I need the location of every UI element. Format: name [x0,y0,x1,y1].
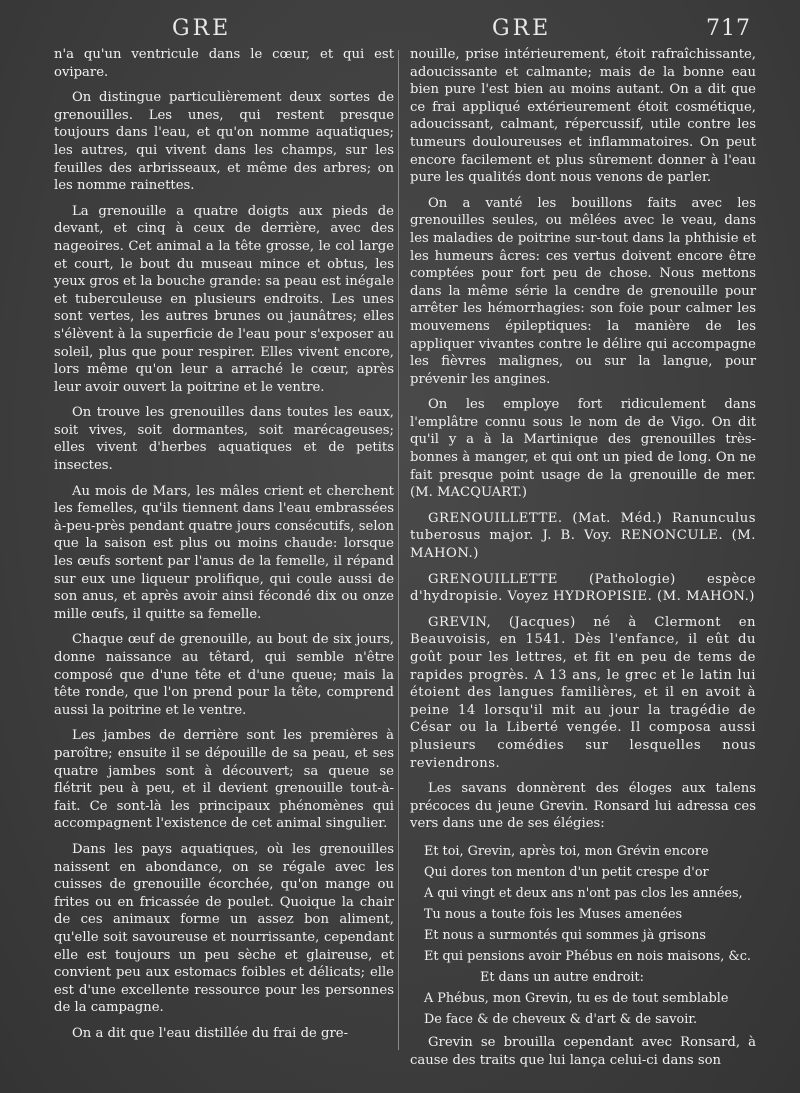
paragraph: La grenouille a quatre doigts aux pieds de devant, et cinq à ceux de derrière, avec des nageoires. Cet animal a la tête grosse, le col large et court, le bout du museau mince et obtus, les yeux gros et la bouche grande: sa peau est inégale et tuberculeuse en plusieurs endroits. Les unes sont vertes, les autres brunes ou jaunâtres; elles s'élèvent à la superficie de l'eau pour s'exposer au soleil, plus que pour respirer. Elles vivent encore, lors même qu'on leur a arraché le cœur, après leur avoir ouvert la poitrine et le ventre. [54,203,394,395]
running-head-left: GRE [172,16,232,41]
verse-block [410,841,756,1030]
entry-grevin: GREVIN, (Jacques) né à Clermont en Beauvoisis, en 1541. Dès l'enfance, il eût du goût pour les lettres, et fit en peu de tems de rapides progrès. A 13 ans, le grec et le latin lui étoient des langues familières, et il en avoit à peine 14 lorsqu'il mit au jour la tragédie de César ou la Liberté vengée. Il composa aussi plusieurs comédies sur lesquelles nous reviendrons. [410,614,756,771]
running-header [0,14,800,46]
column-divider [398,50,399,1050]
verse-line: Tu nous a toute fois les Muses amenées [424,906,683,922]
verse-line: Qui dores ton menton d'un petit crespe d'or [424,864,709,880]
paragraph: Grevin se brouilla cependant avec Ronsard, à cause des traits que lui lança celui-ci dans son [410,1034,756,1068]
paragraph: Dans les pays aquatiques, où les grenouilles naissent en abondance, on se régale avec les cuisses de grenouille écorchée, qu'on mange ou frites ou en fricassée de poulet. Quoique la chair de ces animaux forme un assez bon aliment, qu'elle soit savoureuse et nourrissante, cependant elle est toujours un peu sèche et glaireuse, et convient peu aux estomacs foibles et délicats; elle est d'une excellente ressource pour les personnes de la campagne. [54,841,394,1016]
verse-line: A Phébus, mon Grevin, tu es de tout semblable [424,990,729,1006]
verse-line: A qui vingt et deux ans n'ont pas clos les années, [424,885,743,901]
verse-separator: Et dans un autre endroit: [480,969,644,985]
paragraph: On a dit que l'eau distillée du frai de gre- [72,1025,349,1041]
verse-line: De face & de cheveux & d'art & de savoir. [424,1011,698,1027]
paragraph: Chaque œuf de grenouille, au bout de six jours, donne naissance au têtard, qui semble n'être composé que d'une tête et d'une queue; mais la tête ronde, que l'on prend pour la tête, comprend aussi la poitrine et le ventre. [54,632,394,718]
paragraph: On distingue particulièrement deux sortes de grenouilles. Les unes, qui restent presque toujours dans l'eau, et qu'on nomme aquatiques; les autres, qui vivent dans les champs, sur les feuilles des arbrisseaux, et même des arbres; on les nomme rainettes. [54,90,394,194]
left-column [54,46,394,1050]
paragraph: Les savans donnèrent des éloges aux talens précoces du jeune Grevin. Ronsard lui adressa ces vers dans une de ses élégies: [410,781,756,832]
paragraph: Au mois de Mars, les mâles crient et cherchent les femelles, qu'ils tiennent dans l'eau embrassées à-peu-près pendant quatre jours consécutifs, selon que la saison est plus ou moins chaude: lorsque les œufs sortent par l'anus de la femelle, il répand sur eux une liqueur prolifique, qui coule aussi de son anus, et après avoir ainsi fécondé dix ou onze mille œufs, il quitte sa femelle. [54,483,394,622]
verse-line: Et qui pensions avoir Phébus en nois maisons, &c. [424,948,751,964]
paragraph: nouille, prise intérieurement, étoit rafraîchissante, adoucissante et calmante; mais de la bonne eau bien pure l'est bien au moins autant. On a dit que ce frai appliqué extérieurement étoit cosmétique, adoucissant, calmant, répercussif, utile contre les tumeurs douloureuses et inflammatoires. On peut encore facilement et plus sûrement donner à l'eau pure les qualités dont nous venons de parler. [410,47,756,186]
verse-line: Et nous a surmontés qui sommes jà grisons [424,927,706,943]
paragraph: On trouve les grenouilles dans toutes les eaux, soit vives, soit dormantes, soit marécageuses; elles vivent d'herbes aquatiques et de petits insectes. [54,405,394,474]
right-column [410,46,756,1077]
paragraph: On a vanté les bouillons faits avec les grenouilles seules, ou mêlées avec le veau, dans les maladies de poitrine sur-tout dans la phthisie et les humeurs âcres: ces vertus doivent encore être comptées pour fort peu de chose. Nous mettons dans la même série la cendre de grenouille pour arrêter les hémorrhagies: son foie pour calmer les mouvemens épileptiques: la manière de les appliquer vivantes contre le délire qui accompagne les fièvres malignes, ou sur la langue, pour prévenir les angines. [410,195,756,387]
paragraph: On les employe fort ridiculement dans l'emplâtre connu sous le nom de de Vigo. On dit qu'il y a à la Martinique des grenouilles très-bonnes à manger, et qui ont un pied de long. On ne fait presque point usage de la grenouille de mer. (M. MACQUART.) [410,397,756,501]
running-head-right: GRE [492,16,552,41]
page-number: 717 [706,16,751,41]
paragraph: Les jambes de derrière sont les premières à paroître; ensuite il se dépouille de sa peau, et ses quatre jambes sont à découvert; sa queue se flétrit peu à peu, et il devient grenouille tout-à-fait. Ce sont-là les principaux phénomènes qui accompagnent l'existence de cet animal singulier. [54,728,394,832]
paragraph: n'a qu'un ventricule dans le cœur, et qui est ovipare. [54,47,394,80]
verse-line: Et toi, Grevin, après toi, mon Grévin encore [424,843,709,859]
entry-grenouillette-pathologie: GRENOUILLETTE (Pathologie) espèce d'hydropisie. Voyez HYDROPISIE. (M. MAHON.) [410,571,756,605]
entry-grenouillette-materia-medica: GRENOUILLETTE. (Mat. Méd.) Ranunculus tuberosus major. J. B. Voy. RENONCULE. (M. MAHON.) [410,510,756,562]
